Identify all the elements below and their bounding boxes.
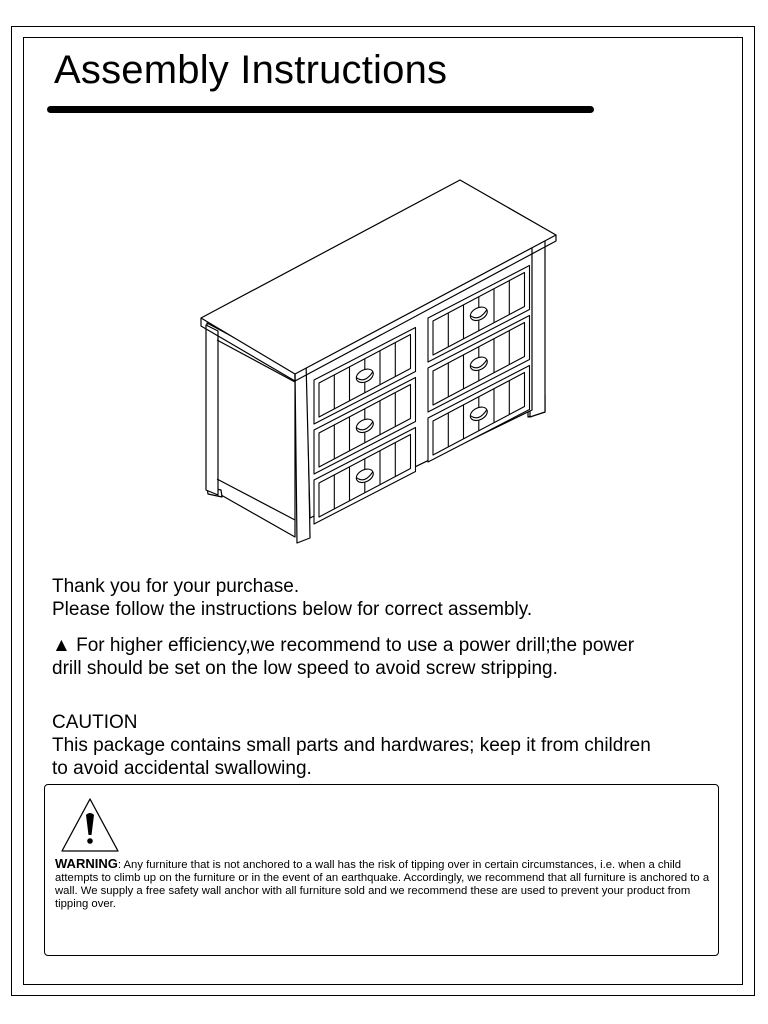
left-front-leg bbox=[206, 325, 218, 495]
caution-section bbox=[52, 711, 651, 780]
intro-text bbox=[52, 575, 532, 621]
power-drill-tip bbox=[52, 634, 634, 680]
caution-line-2: to avoid accidental swallowing. bbox=[52, 758, 312, 779]
caution-heading: CAUTION bbox=[52, 712, 138, 733]
intro-line-1: Thank you for your purchase. bbox=[52, 576, 300, 597]
caution-line-1: This package contains small parts and hardwares; keep it from children bbox=[52, 735, 651, 756]
title-underline bbox=[47, 106, 594, 113]
warning-label: WARNING bbox=[55, 856, 118, 871]
warning-body: : Any furniture that is not anchored to a wall has the risk of tipping over in certain circumstances, i.e. when a child attempts to climb up on the furniture or in the event of an earthquake. Accordingly, we recommend that all furniture is anchored to a wall. We supply a free safety wall anchor with all furniture sold and we recommend these are used to prevent your product from tipping over. bbox=[55, 859, 710, 910]
exclamation-triangle-icon bbox=[60, 797, 120, 853]
warning-text bbox=[55, 857, 715, 911]
tip-line-2: drill should be set on the low speed to avoid screw stripping. bbox=[52, 658, 558, 679]
warning-box bbox=[44, 784, 719, 956]
intro-line-2: Please follow the instructions below for correct assembly. bbox=[52, 599, 533, 620]
tip-line-1: ▲ For higher efficiency,we recommend to use a power drill;the power bbox=[52, 635, 635, 656]
page-title: Assembly Instructions bbox=[54, 48, 448, 92]
dresser-illustration bbox=[190, 175, 560, 550]
